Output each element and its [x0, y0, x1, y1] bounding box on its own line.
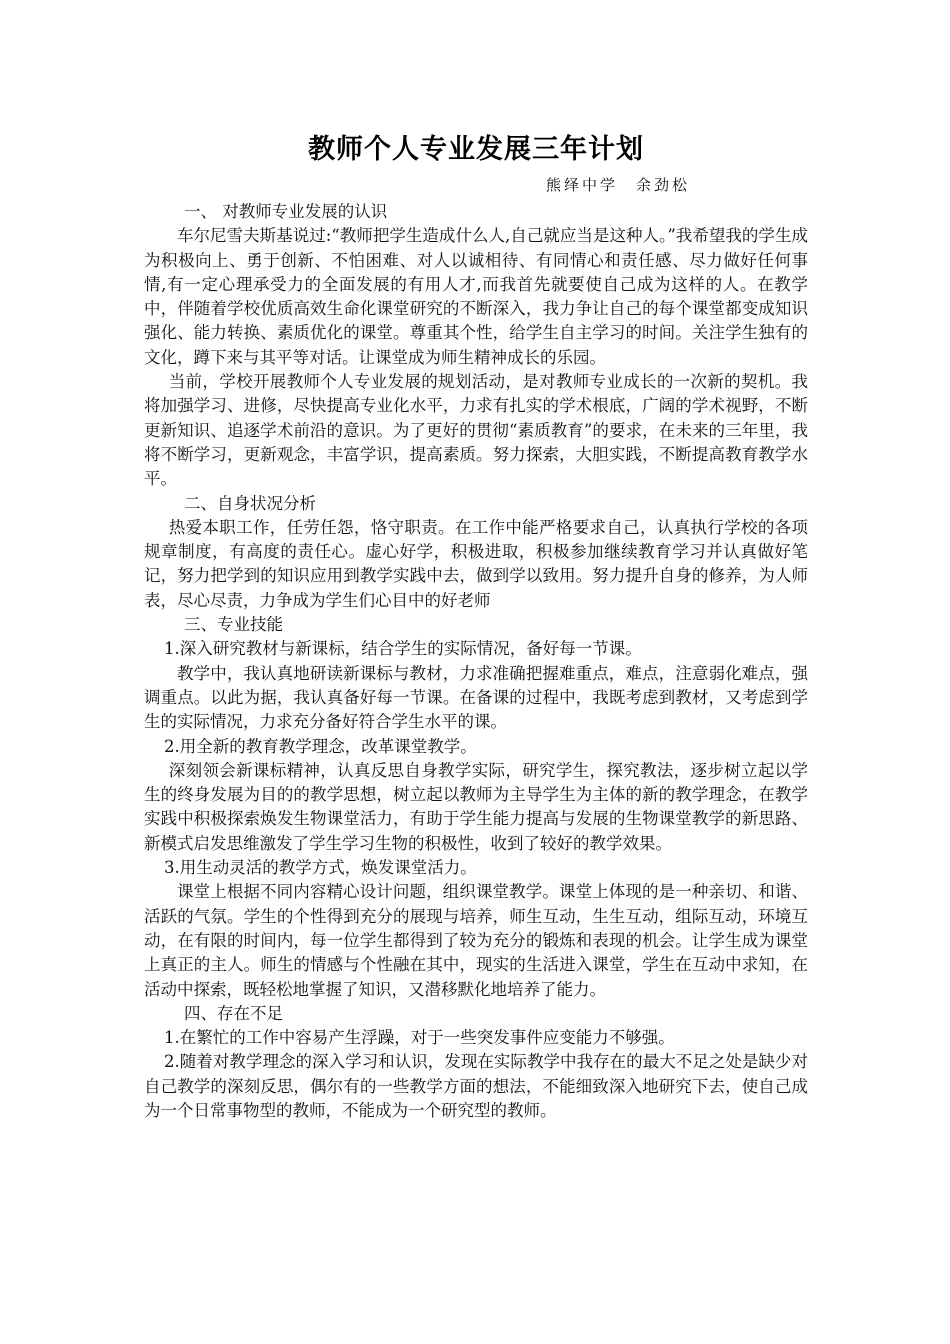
section-1-paragraph-2: 当前，学校开展教师个人专业发展的规划活动，是对教师专业成长的一次新的契机。我将加强学习、进修，尽快提高专业化水平，力求有扎实的学术根底，广阔的学术视野，不断更新知识、追逐学术前沿的意识。为了更好的贯彻“素质教育”的要求，在未来的三年里，我将不断学习，更新观念，丰富学识，提高素质。努力探索，大胆实践，不断提高教育教学水平。: [144, 372, 808, 489]
section-3-item-3-label: 3.用生动灵活的教学方式，焕发课堂活力。: [164, 858, 477, 878]
document-title: 教师个人专业发展三年计划: [308, 134, 644, 165]
section-4-item-1: 1.在繁忙的工作中容易产生浮躁，对于一些突发事件应变能力不够强。: [164, 1028, 675, 1048]
section-4-heading: 四、存在不足: [184, 1003, 283, 1023]
section-3-item-3-body: 课堂上根据不同内容精心设计问题，组织课堂教学。课堂上体现的是一种亲切、和谐、活跃的气氛。学生的个性得到充分的展现与培养，师生互动，生生互动，组际互动，环境互动，在有限的时间内，每一位学生都得到了较为充分的锻炼和表现的机会。让学生成为课堂上真正的主人。师生的情感与个性融在其中，现实的生活进入课堂，学生在互动中求知，在活动中探索，既轻松地掌握了知识，又潜移默化地培养了能力。: [144, 882, 808, 999]
section-2-paragraph-1: 热爱本职工作，任劳任怨，恪守职责。在工作中能严格要求自己，认真执行学校的各项规章制度，有高度的责任心。虚心好学，积极进取，积极参加继续教育学习并认真做好笔记，努力把学到的知识应用到教学实践中去，做到学以致用。努力提升自身的修养，为人师表，尽心尽责，力争成为学生们心目中的好老师: [144, 517, 808, 610]
section-1-heading: 一、 对教师专业发展的认识: [184, 202, 388, 221]
section-3-heading: 三、专业技能: [184, 615, 283, 635]
section-3-item-2-label: 2.用全新的教育教学理念，改革课堂教学。: [164, 736, 477, 756]
section-4-item-2: 2.随着对教学理念的深入学习和认识，发现在实际教学中我存在的最大不足之处是缺少对自己教学的深刻反思，偶尔有的一些教学方面的想法，不能细致深入地研究下去，使自己成为一个日常事物型的教师，不能成为一个研究型的教师。: [144, 1052, 808, 1120]
section-3-item-1-body: 教学中，我认真地研读新课标与教材，力求准确把握难重点，难点，注意弱化难点，强调重点。以此为据，我认真备好每一节课。在备课的过程中，我既考虑到教材，又考虑到学生的实际情况，力求充分备好符合学生水平的课。: [144, 663, 808, 732]
document-page: [144, 128, 808, 1123]
section-3-item-1-label: 1.深入研究教材与新课标，结合学生的实际情况，备好每一节课。: [164, 639, 642, 659]
author-line: 熊绎中学 余劲松: [545, 176, 690, 194]
section-2-heading: 二、自身状况分析: [184, 493, 316, 513]
section-3-item-2-body: 深刻领会新课标精神，认真反思自身教学实际，研究学生，探究教法，逐步树立起以学生的终身发展为目的的教学思想，树立起以教师为主导学生为主体的新的教学理念，在教学实践中积极探索焕发生物课堂活力，有助于学生能力提高与发展的生物课堂教学的新思路、新模式启发思维激发了学生学习生物的积极性，收到了较好的教学效果。: [144, 760, 808, 853]
section-1-paragraph-1: 车尔尼雪夫斯基说过:“教师把学生造成什么人,自己就应当是这种人。”我希望我的学生成为积极向上、勇于创新、不怕困难、对人以诚相待、有同情心和责任感、尽力做好任何事情,有一定心理承受力的全面发展的有用人才,而我首先就要使自己成为这样的人。在教学中，伴随着学校优质高效生命化课堂研究的不断深入，我力争让自己的每个课堂都变成知识强化、能力转换、素质优化的课堂。尊重其个性，给学生自主学习的时间。关注学生独有的文化，蹲下来与其平等对话。让课堂成为师生精神成长的乐园。: [144, 226, 808, 367]
